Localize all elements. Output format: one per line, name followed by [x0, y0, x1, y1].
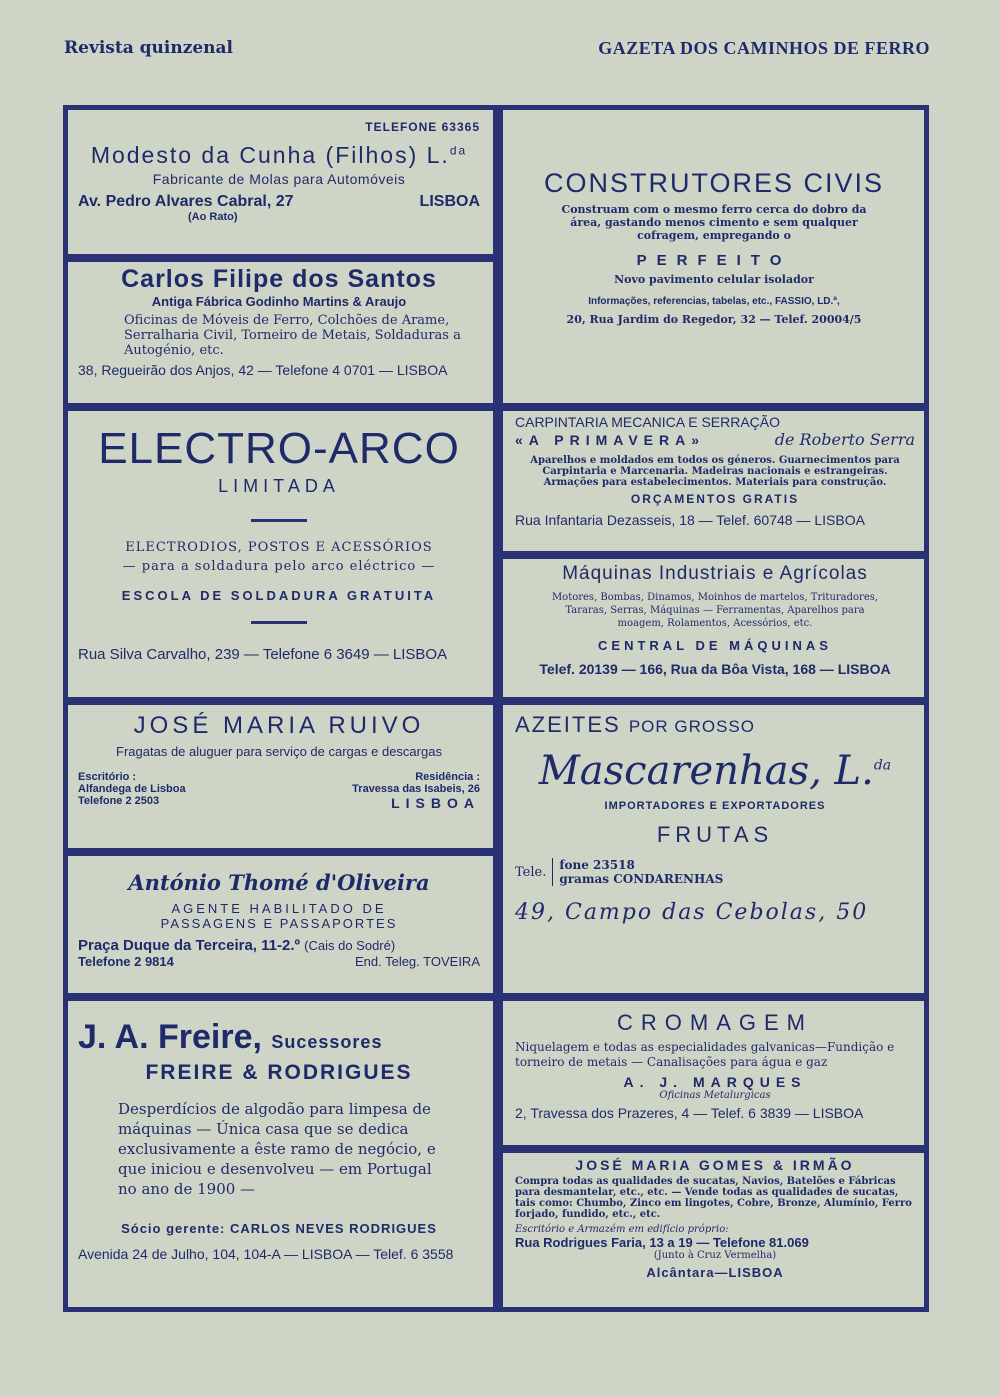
thome-teleg: End. Teleg. TOVEIRA [354, 954, 480, 969]
maquinas-brand: CENTRAL DE MÁQUINAS [598, 638, 832, 653]
electro-address: Rua Silva Carvalho, 239 — Telefone 6 3649 — LISBOA [78, 646, 448, 663]
ad-cromagem [515, 1010, 915, 1142]
electro-line2: — para a soldadura pelo arco eléctrico — [122, 559, 436, 574]
modesto-phone: TELEFONE 63365 [365, 120, 480, 134]
azeites-name-sup: da [873, 757, 892, 774]
modesto-address: Av. Pedro Alvares Cabral, 27 [78, 193, 294, 210]
ad-carlos [78, 265, 480, 399]
cromagem-sub: Oficinas Metalurgicas [659, 1090, 771, 1101]
modesto-note: (Ao Rato) [188, 211, 238, 223]
azeites-sub: IMPORTADORES E EXPORTADORES [604, 800, 826, 812]
ad-modesto [78, 120, 480, 250]
cromagem-title: CROMAGEM [617, 1010, 813, 1035]
primavera-title: CARPINTARIA MECANICA E SERRAÇÃO [515, 414, 781, 430]
ad-construtores [515, 120, 913, 398]
ad-thome [78, 864, 480, 988]
ad-gomes [515, 1157, 915, 1307]
gomes-address: Rua Rodrigues Faria, 13 a 19 — Telefone 81.069 [515, 1235, 809, 1250]
azeites-title: AZEITES [515, 712, 621, 737]
construtores-address: 20, Rua Jardim do Regedor, 32 — Telef. 20004/5 [566, 313, 862, 326]
freire-partner: Sócio gerente: CARLOS NEVES RODRIGUES [121, 1221, 437, 1236]
gomes-text: Compra todas as qualidades de sucatas, Navios, Batelões e Fábricas para desmantelar, etc., etc. — Vende todas as qualidades de sucatas, tais como: Chumbo, Zinco em lingotes, Cobre, Bronze, Alumínio, Ferro forjado, fundido, etc., etc. [515, 1176, 912, 1220]
ruivo-city: LISBOA [391, 795, 480, 811]
construtores-info: Informações, referencias, tabelas, etc., FASSIO, LD.ª, [588, 296, 840, 307]
thome-line1: AGENTE HABILITADO DE [171, 901, 387, 916]
thome-address: Praça Duque da Terceira, 11-2.º [78, 937, 300, 954]
carlos-sub: Antiga Fábrica Godinho Martins & Araujo [151, 294, 407, 309]
electro-line1: ELECTRODIOS, POSTOS E ACESSÓRIOS [125, 540, 433, 555]
thome-address2: (Cais do Sodré) [304, 938, 396, 953]
rule [251, 621, 307, 624]
divider [503, 1145, 929, 1153]
divider [63, 254, 493, 262]
divider [503, 551, 929, 559]
ad-azeites [515, 712, 915, 988]
ad-electro-arco [78, 416, 480, 692]
ruivo-office-phone: Telefone 2 2503 [78, 795, 160, 807]
cromagem-address: 2, Travessa dos Prazeres, 4 — Telef. 6 3839 — LISBOA [515, 1105, 864, 1121]
azeites-name: Mascarenhas, L. [538, 748, 874, 794]
freire-sub: FREIRE & RODRIGUES [145, 1061, 413, 1084]
azeites-title2: POR GROSSO [628, 717, 755, 736]
ad-primavera [515, 414, 915, 548]
construtores-text: Construam com o mesmo ferro cerca do dobro da área, gastando menos cimento e sem qualquer cofragem, empregando o [561, 203, 867, 242]
construtores-sub: Novo pavimento celular isolador [614, 273, 814, 286]
azeites-fone: fone 23518 [559, 858, 635, 872]
vertical-divider [493, 105, 503, 1312]
ruivo-name: JOSÉ MARIA RUIVO [133, 712, 425, 739]
electro-sub: LIMITADA [218, 476, 340, 496]
ad-freire [78, 1010, 480, 1300]
modesto-city: LISBOA [419, 193, 480, 210]
ruivo-res-label: Residência : [415, 771, 480, 783]
divider [63, 403, 929, 411]
header-right: GAZETA DOS CAMINHOS DE FERRO [598, 38, 930, 58]
carlos-address: 38, Regueirão dos Anjos, 42 — Telefone 4 0701 — LISBOA [78, 362, 448, 378]
modesto-line: Fabricante de Molas para Automóveis [152, 171, 406, 187]
cromagem-owner: A. J. MARQUES [623, 1074, 807, 1090]
carlos-name: Carlos Filipe dos Santos [121, 265, 437, 293]
divider [63, 848, 493, 856]
azeites-address: 49, Campo das Cebolas, 50 [515, 900, 869, 925]
primavera-quote: ORÇAMENTOS GRATIS [630, 492, 800, 506]
primavera-address: Rua Infantaria Dezasseis, 18 — Telef. 60748 — LISBOA [515, 512, 865, 528]
primavera-owner: de Roberto Serra [774, 430, 915, 449]
gomes-office: Escritório e Armazém em edifício próprio: [515, 1224, 729, 1235]
construtores-title: CONSTRUTORES CIVIS [543, 168, 885, 198]
carlos-text: Oficinas de Móveis de Ferro, Colchões de Arame, Serralharia Civil, Torneiro de Metais, Soldaduras a Autogénio, etc. [124, 313, 461, 358]
electro-name: ELECTRO-ARCO [98, 424, 460, 473]
azeites-gramas: gramas CONDARENHAS [559, 872, 724, 886]
primavera-name: «A PRIMAVERA» [515, 432, 706, 448]
azeites-fruit: FRUTAS [656, 822, 774, 847]
gomes-city: Alcântara—LISBOA [646, 1265, 784, 1280]
ruivo-sub: Fragatas de aluguer para serviço de cargas e descargas [116, 744, 442, 759]
freire-text: Desperdícios de algodão para limpesa de máquinas — Única casa que se dedica exclusivamente a êste ramo de negócio, e que iniciou e desenvolveu — em Portugal no ano de 1900 — [118, 1100, 436, 1198]
ruivo-office-label: Escritório : [78, 771, 137, 783]
header-left: Revista quinzenal [64, 38, 234, 58]
modesto-name: Modesto da Cunha (Filhos) L. [90, 142, 450, 168]
ruivo-res: Travessa das Isabeis, 26 [352, 783, 480, 795]
maquinas-title: Máquinas Industriais e Agrícolas [562, 563, 868, 584]
maquinas-text: Motores, Bombas, Dinamos, Moinhos de martelos, Trituradores, Tararas, Serras, Máquinas — Ferramentas, Aparelhos para moagem, Rolamentos, Acessórios, etc. [551, 592, 879, 629]
maquinas-address: Telef. 20139 — 166, Rua da Bôa Vista, 168 — LISBOA [539, 661, 891, 677]
thome-line2: PASSAGENS E PASSAPORTES [160, 916, 398, 931]
rule [251, 519, 307, 522]
construtores-brand: PERFEITO [636, 252, 792, 269]
ruivo-office: Alfandega de Lisboa [78, 783, 186, 795]
divider [63, 993, 929, 1001]
thome-phone: Telefone 2 9814 [78, 954, 174, 969]
divider [63, 697, 929, 705]
gomes-near: (Junto à Cruz Vermelha) [653, 1250, 777, 1261]
azeites-tele: Tele. [515, 864, 547, 880]
freire-address: Avenida 24 de Julho, 104, 104-A — LISBOA — Telef. 6 3558 [78, 1246, 454, 1262]
electro-school: ESCOLA DE SOLDADURA GRATUITA [121, 588, 437, 603]
modesto-name-sup: da [449, 143, 468, 158]
thome-name: António Thomé d'Oliveira [128, 870, 430, 895]
ad-ruivo [78, 712, 480, 844]
gomes-name: JOSÉ MARIA GOMES & IRMÃO [575, 1157, 855, 1173]
ad-maquinas [515, 563, 915, 693]
primavera-text: Aparelhos e moldados em todos os géneros. Guarnecimentos para Carpintaria e Marcenaria. Madeiras nacionais e estrangeiras. Armações para estabelecimentos. Materiais para construção. [530, 455, 900, 488]
cromagem-text: Niquelagem e todas as especialidades galvanicas—Fundição e torneiro de metais — Canalisações para água e gaz [515, 1040, 895, 1069]
freire-succ: Sucessores [271, 1032, 383, 1052]
freire-name: J. A. Freire, [78, 1018, 262, 1056]
